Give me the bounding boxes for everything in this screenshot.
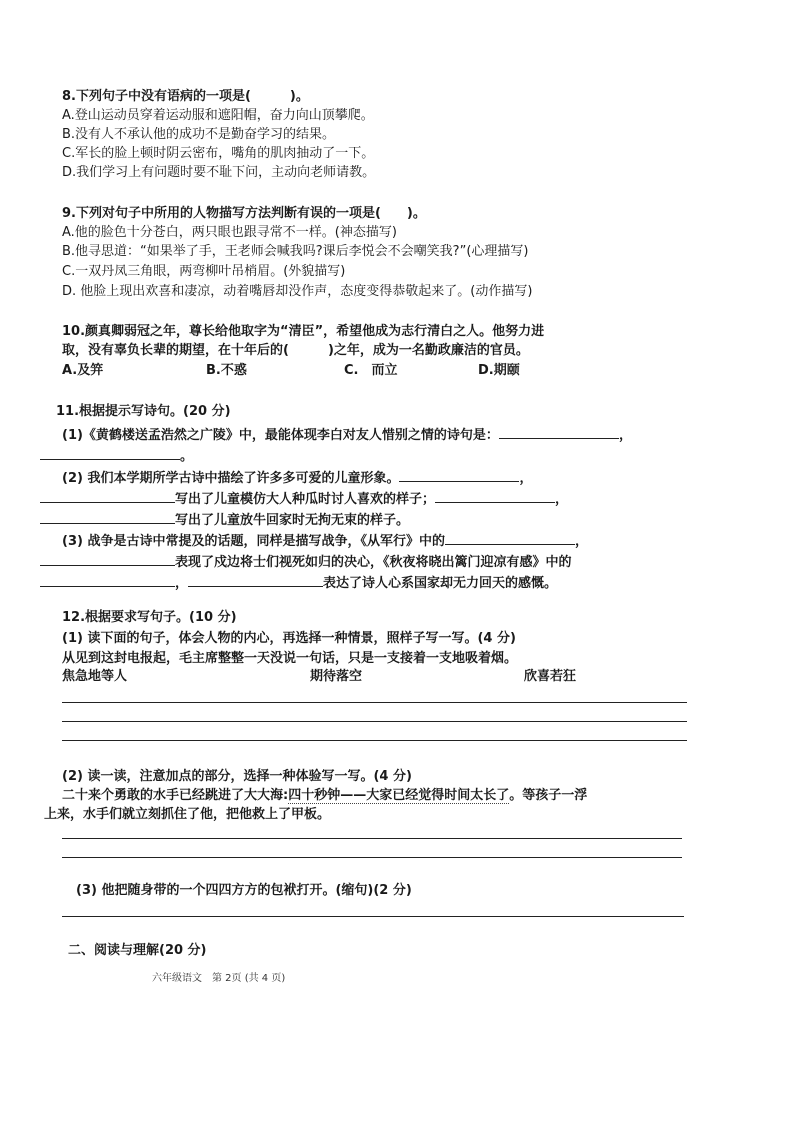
q11-part1-comma: ， bbox=[618, 428, 632, 443]
q12-part3-stem: (3) 他把随身带的一个四四方方的包袱打开。(缩句)(2 分) bbox=[76, 883, 412, 898]
q10-option-c: C. 而立 bbox=[344, 363, 398, 378]
q11-part2-text: (2) 我们本学期所学古诗中描绘了许多多可爱的儿童形象。 bbox=[62, 471, 400, 486]
q12-part1-example: 从见到这封电报起，毛主席整整一天没说一句话，只是一支接着一支地吸着烟。 bbox=[62, 651, 518, 666]
q8-option-a: A.登山运动员穿着运动服和遮阳帽，奋力向山顶攀爬。 bbox=[62, 108, 374, 123]
answer-blank[interactable] bbox=[40, 445, 180, 460]
q11-part2-line1 bbox=[62, 467, 532, 488]
q11-part1-line2 bbox=[40, 445, 193, 466]
answer-blank[interactable] bbox=[499, 424, 619, 439]
q11-part2-text3: 写出了儿童放牛回家时无拘无束的样子。 bbox=[175, 513, 410, 528]
q10-line-2: 取，没有辜负长辈的期望，在十年后的( )之年，成为一名勤政廉洁的官员。 bbox=[62, 343, 529, 358]
answer-blank[interactable] bbox=[40, 572, 175, 587]
answer-blank[interactable] bbox=[40, 509, 175, 524]
q8-option-b: B.没有人不承认他的成功不是勤奋学习的结果。 bbox=[62, 127, 336, 142]
q10-option-b: B.不惑 bbox=[206, 363, 247, 378]
q11-part2-line3 bbox=[40, 509, 409, 530]
q12-scene-2: 期待落空 bbox=[310, 669, 363, 684]
q12-part2-text-pre: 二十来个勇敢的水手已经跳进了大大海: bbox=[62, 788, 289, 803]
q10-option-a: A.及笄 bbox=[62, 363, 104, 378]
answer-line[interactable] bbox=[62, 740, 687, 741]
answer-line[interactable] bbox=[62, 838, 682, 839]
q11-part3-text: (3) 战争是古诗中常提及的话题，同样是描写战争，《从军行》中的 bbox=[62, 534, 445, 549]
q11-part2-line2 bbox=[40, 488, 568, 509]
q8-option-c: C.军长的脸上顿时阴云密布，嘴角的肌肉抽动了一下。 bbox=[62, 146, 375, 161]
q8-option-d: D.我们学习上有问题时要不耻下问，主动向老师请教。 bbox=[62, 165, 376, 180]
q11-part3-line1 bbox=[62, 530, 588, 551]
q9-option-a: A.他的脸色十分苍白，两只眼也跟寻常不一样。(神态描写) bbox=[62, 225, 397, 240]
q12-scene-1: 焦急地等人 bbox=[62, 669, 128, 684]
q11-part1-text: (1)《黄鹤楼送孟浩然之广陵》中，最能体现李白对友人惜别之情的诗句是： bbox=[62, 428, 499, 443]
q11-part3-line2 bbox=[40, 551, 572, 572]
q9-option-b: B.他寻思道：“如果举了手，王老师会喊我吗?课后李悦会不会嘲笑我?”(心理描写) bbox=[62, 244, 529, 259]
q11-part3-text2: 表现了戍边将士们视死如归的决心，《秋夜将晓出篱门迎凉有感》中的 bbox=[175, 555, 572, 570]
section-2-heading: 二、阅读与理解(20 分) bbox=[68, 943, 207, 958]
q9-stem: 9.下列对句子中所用的人物描写方法判断有误的一项是( )。 bbox=[62, 206, 426, 221]
q11-part1-line1 bbox=[62, 424, 632, 445]
q12-title: 12.根据要求写句子。(10 分) bbox=[62, 610, 237, 625]
q12-part2-text-line1 bbox=[62, 787, 587, 805]
page-footer: 六年级语文 第 2页 (共 4 页) bbox=[152, 973, 286, 984]
answer-blank[interactable] bbox=[445, 530, 575, 545]
q12-part2-text-line2: 上来，水手们就立刻抓住了他，把他救上了甲板。 bbox=[44, 807, 331, 822]
answer-line[interactable] bbox=[62, 702, 687, 703]
q11-part2-text2: 写出了儿童模仿大人种瓜时讨人喜欢的样子； bbox=[175, 492, 436, 507]
q11-part3-comma: ， bbox=[574, 534, 588, 549]
answer-blank[interactable] bbox=[188, 572, 323, 587]
q10-line-1: 10.颜真卿弱冠之年，尊长给他取字为“清臣”，希望他成为志行清白之人。他努力进 bbox=[62, 324, 545, 339]
q9-option-c: C.一双丹凤三角眼，两弯柳叶吊梢眉。(外貌描写) bbox=[62, 264, 346, 279]
q11-title: 11.根据提示写诗句。(20 分) bbox=[56, 404, 231, 419]
q10-option-d: D.期颐 bbox=[478, 363, 520, 378]
q11-part3-line3 bbox=[40, 572, 557, 593]
q12-part2-text-post: 。等孩子一浮 bbox=[509, 788, 588, 803]
q11-part2-comma2: ， bbox=[555, 492, 569, 507]
q12-part2-stem: (2) 读一读，注意加点的部分，选择一种体验写一写。(4 分) bbox=[62, 769, 412, 784]
q11-part2-comma: ， bbox=[519, 471, 533, 486]
answer-line[interactable] bbox=[62, 916, 684, 917]
q12-part2-dotted-text: 四十秒钟——大家已经觉得时间太长了 bbox=[288, 788, 510, 803]
q9-option-d: D. 他脸上现出欢喜和凄凉，动着嘴唇却没作声，态度变得恭敬起来了。(动作描写) bbox=[62, 284, 533, 299]
answer-blank[interactable] bbox=[40, 488, 175, 503]
answer-line[interactable] bbox=[62, 721, 687, 722]
answer-blank[interactable] bbox=[40, 551, 175, 566]
q11-part1-end: 。 bbox=[180, 449, 194, 464]
answer-blank[interactable] bbox=[435, 488, 555, 503]
q8-stem: 8.下列句子中没有语病的一项是( )。 bbox=[62, 89, 309, 104]
q12-scene-3: 欣喜若狂 bbox=[524, 669, 577, 684]
answer-blank[interactable] bbox=[399, 467, 519, 482]
q11-part3-comma2: ， bbox=[175, 576, 189, 591]
q11-part3-text3: 表达了诗人心系国家却无力回天的感慨。 bbox=[323, 576, 558, 591]
q12-part1-stem: (1) 读下面的句子，体会人物的内心，再选择一种情景，照样子写一写。(4 分) bbox=[62, 631, 516, 646]
answer-line[interactable] bbox=[62, 857, 682, 858]
